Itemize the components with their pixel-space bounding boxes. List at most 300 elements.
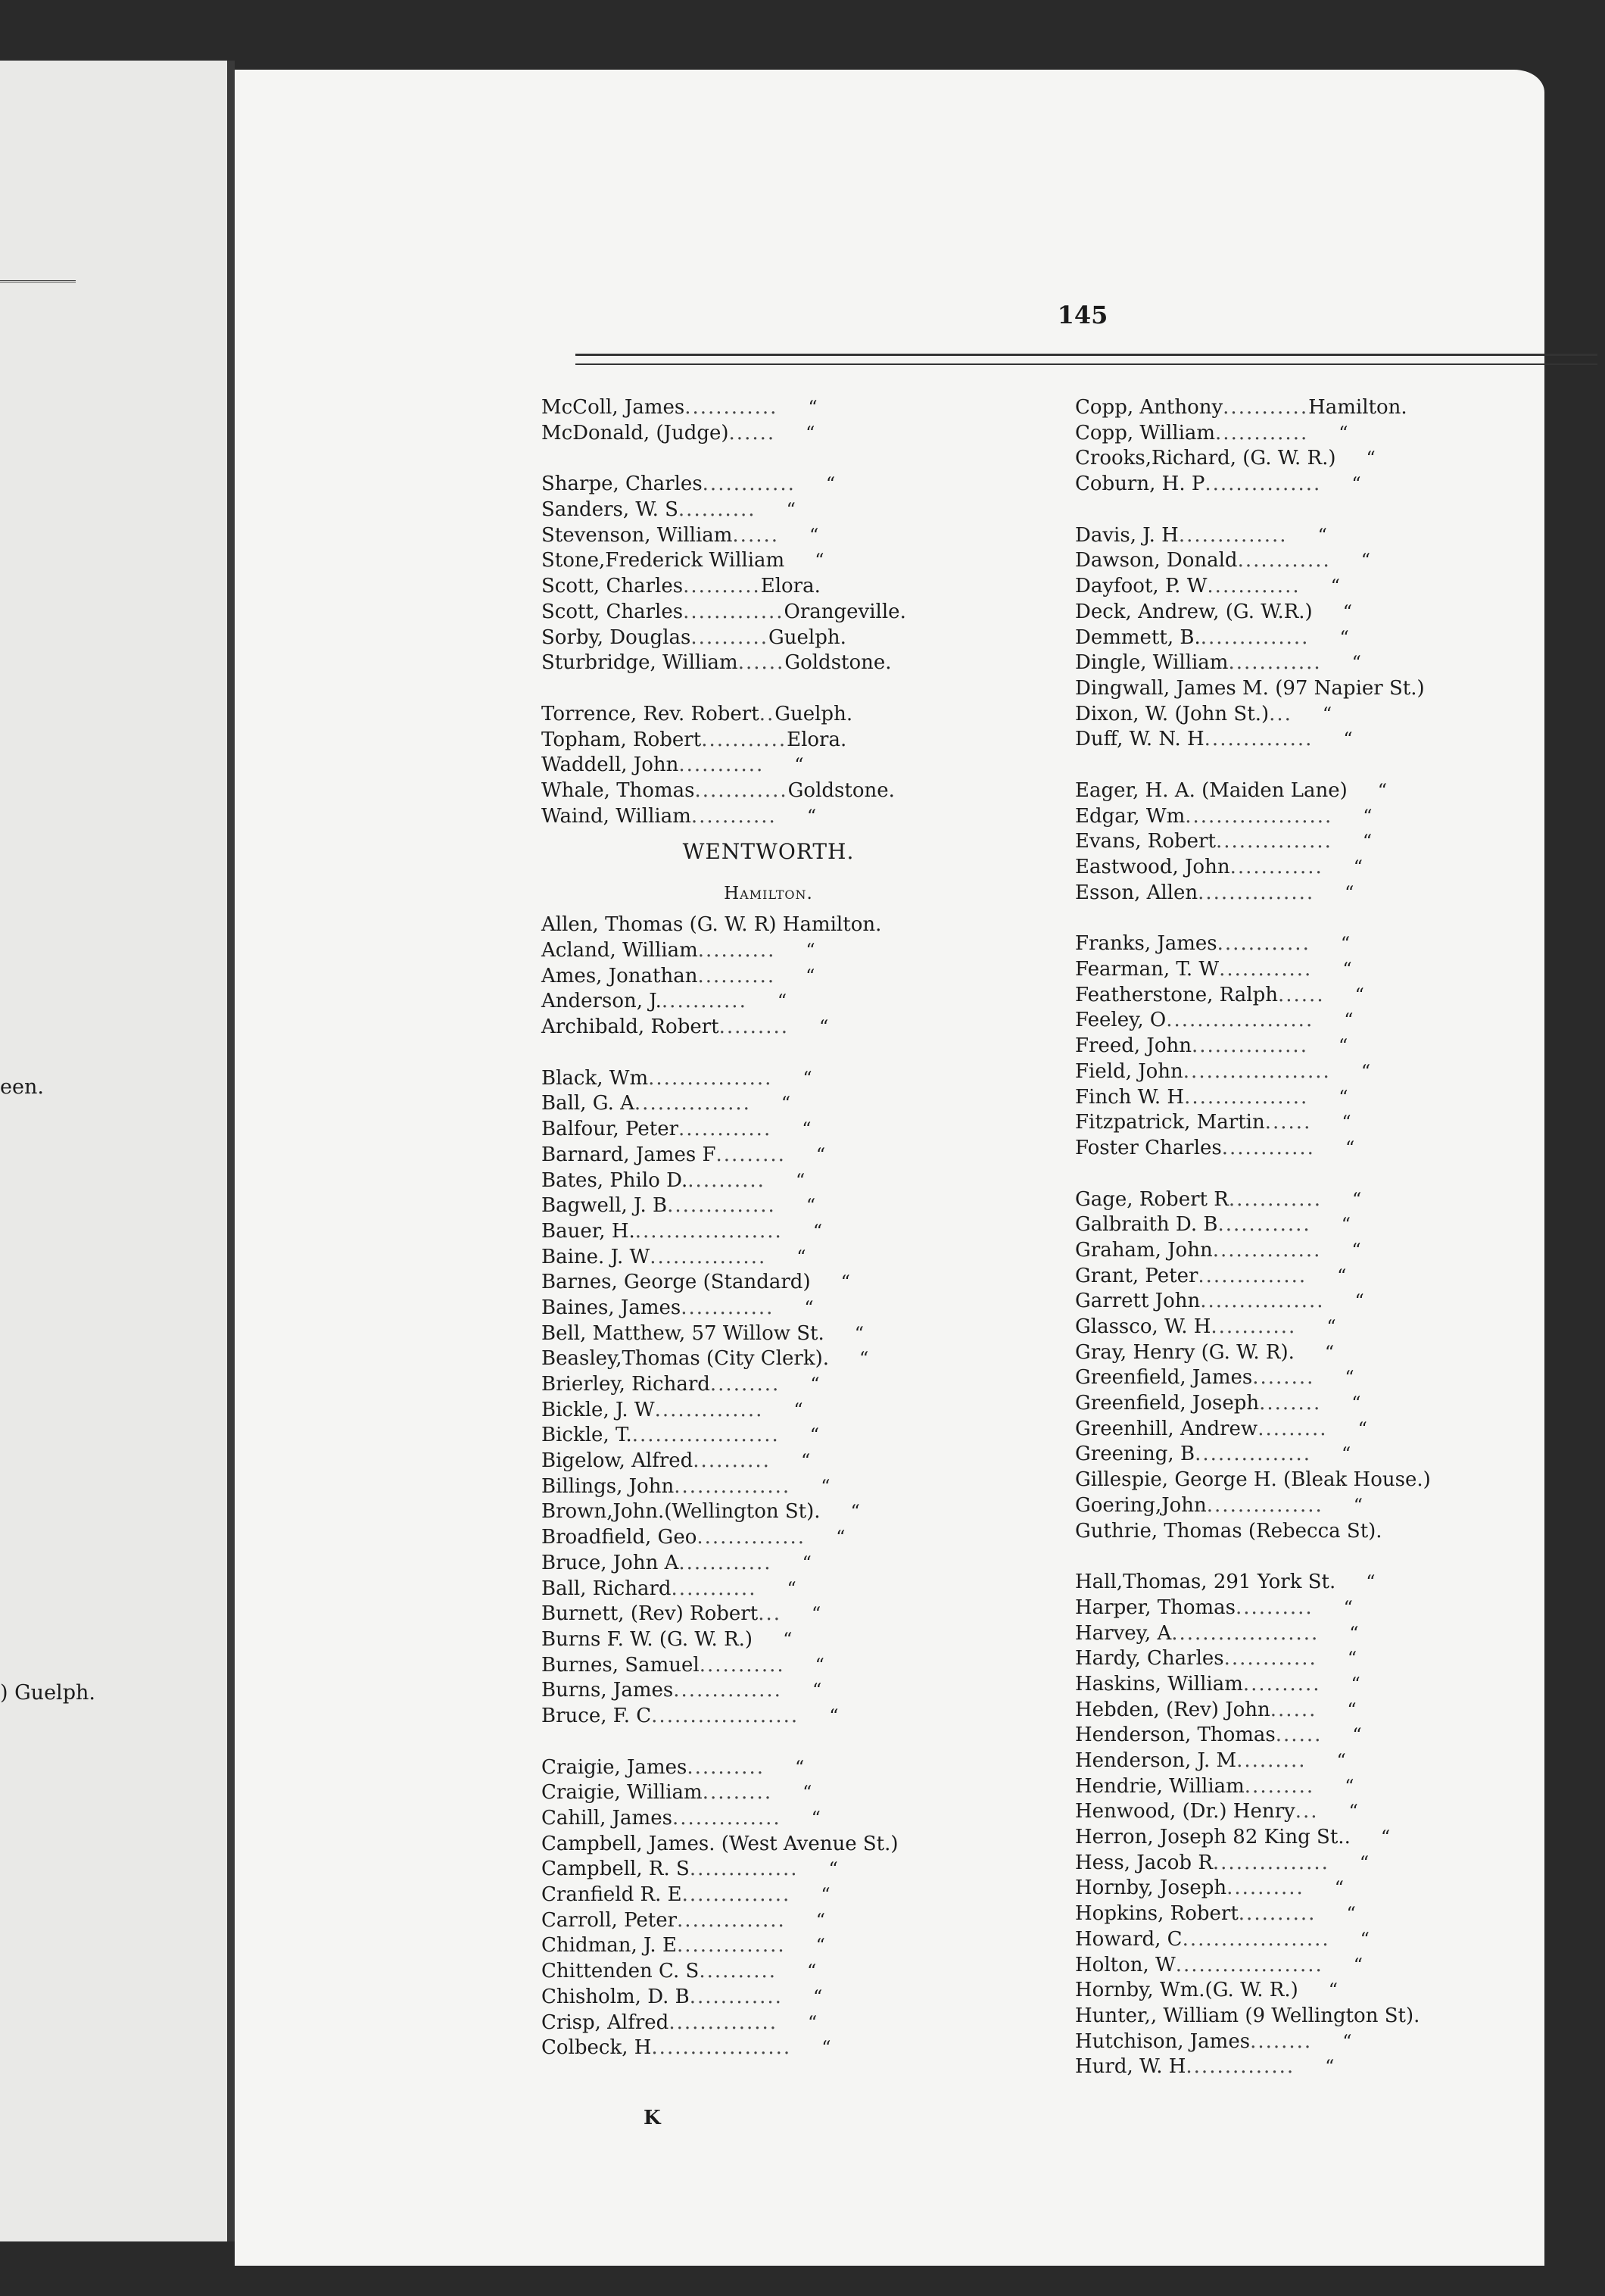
entry-leader-dots: ............... — [1195, 1443, 1312, 1466]
entry-place: Elora. — [760, 575, 821, 598]
entry-name: Craigie, James — [541, 1755, 687, 1779]
entry-name: Duff, W. N. H — [1075, 728, 1205, 751]
entry-name: Eager, H. A. (Maiden Lane) — [1075, 778, 1348, 802]
entry-leader-dots: .............. — [1204, 728, 1314, 751]
entry-ditto-mark: “ — [825, 473, 836, 495]
directory-entry — [541, 1474, 1086, 1500]
entry-name: Greenfield, James — [1075, 1366, 1253, 1390]
entry-leader-dots: ............... — [1215, 830, 1332, 853]
directory-entry — [1075, 1749, 1605, 1774]
entry-name: Bruce, John A — [541, 1551, 679, 1574]
entry-ditto-mark: “ — [1345, 1367, 1354, 1389]
directory-entry — [541, 1832, 1086, 1858]
directory-entry — [541, 1449, 1086, 1474]
entry-gap — [541, 446, 1086, 472]
entry-leader-dots: ............ — [689, 1985, 783, 2008]
entry-name: Barnes, George (Standard) — [541, 1271, 811, 1294]
entry-ditto-mark: “ — [1342, 1443, 1351, 1465]
entry-leader-dots: ................ — [648, 1066, 773, 1090]
directory-entry — [541, 1168, 1086, 1194]
directory-entry — [541, 2036, 1086, 2061]
entry-ditto-mark: “ — [1359, 1851, 1370, 1873]
entry-leader-dots: ........... — [701, 728, 787, 751]
entry-name: Esson, Allen — [1075, 881, 1198, 904]
directory-entry — [1075, 1008, 1605, 1034]
entry-leader-dots: ............ — [1237, 549, 1331, 572]
directory-entry — [1075, 1085, 1605, 1111]
entry-name: Hurd, W. H — [1075, 2055, 1186, 2079]
entry-leader-dots: ................... — [1183, 1059, 1331, 1083]
entry-leader-dots: .............. — [668, 2011, 778, 2034]
entry-name: Fearman, T. W — [1075, 958, 1220, 981]
entry-name: Gray, Henry (G. W. R). — [1075, 1340, 1295, 1364]
entry-name: Scott, Charles — [541, 600, 684, 623]
entry-name: Grant, Peter — [1075, 1264, 1198, 1287]
entry-ditto-mark: “ — [802, 1118, 812, 1140]
page-number: 145 — [1057, 301, 1108, 329]
entry-name: Harvey, A — [1075, 1621, 1172, 1645]
facing-page-rule — [0, 280, 76, 282]
entry-leader-dots: ......... — [718, 1015, 789, 1039]
entry-name: Guthrie, Thomas (Rebecca St). — [1075, 1519, 1382, 1543]
entry-leader-dots: ............ — [1217, 932, 1310, 956]
entry-ditto-mark: “ — [786, 499, 796, 521]
directory-entry — [541, 1985, 1086, 2011]
entry-name: Sharpe, Charles — [541, 473, 703, 496]
header-rule — [575, 354, 1597, 365]
directory-entry — [541, 1678, 1086, 1704]
entry-ditto-mark: “ — [815, 550, 824, 572]
entry-name: Ball, Richard — [541, 1577, 672, 1600]
entry-ditto-mark: “ — [812, 1680, 822, 1702]
directory-entry — [1075, 1953, 1605, 1979]
directory-entry — [1075, 1340, 1605, 1366]
entry-ditto-mark: “ — [840, 1271, 850, 1293]
entry-leader-dots: ............ — [1215, 421, 1309, 445]
directory-entry — [541, 753, 1086, 778]
entry-place: Elora. — [787, 728, 847, 751]
entry-leader-dots: ......... — [1258, 1417, 1328, 1440]
entry-name: Stevenson, William — [541, 523, 733, 547]
entry-ditto-mark: “ — [795, 1169, 806, 1191]
entry-ditto-mark: “ — [836, 1527, 846, 1549]
entry-ditto-mark: “ — [1342, 601, 1352, 622]
entry-name: Sorby, Douglas — [541, 625, 691, 649]
directory-entry — [541, 548, 1086, 574]
directory-entry — [1075, 702, 1605, 728]
entry-name: Waind, William — [541, 804, 691, 828]
entry-leader-dots: ............... — [1212, 1851, 1329, 1874]
entry-name: Franks, James — [1075, 932, 1217, 956]
entry-place: Guelph. — [768, 625, 846, 649]
entry-name: Eastwood, John — [1075, 856, 1230, 878]
directory-entry — [541, 1219, 1086, 1245]
entry-leader-dots: ........ — [1259, 1392, 1322, 1415]
directory-entry — [541, 1780, 1086, 1806]
entry-name: Ames, Jonathan — [541, 964, 698, 987]
entry-name: Haskins, William — [1075, 1672, 1243, 1695]
entry-name: Gage, Robert R — [1075, 1187, 1229, 1211]
entry-leader-dots: ...... — [1264, 1111, 1312, 1134]
entry-ditto-mark: “ — [1353, 1954, 1363, 1976]
entry-ditto-mark: “ — [809, 524, 819, 546]
entry-leader-dots: .......... — [697, 964, 776, 987]
directory-entry — [1075, 1876, 1605, 1901]
entry-leader-dots: ...... — [1270, 1698, 1317, 1721]
entry-ditto-mark: “ — [854, 1322, 865, 1344]
entry-leader-dots: ......... — [1236, 1749, 1307, 1772]
directory-entry — [541, 1321, 1086, 1347]
entry-name: Freed, John — [1075, 1034, 1192, 1058]
entry-leader-dots: ......... — [702, 1781, 773, 1805]
entry-ditto-mark: “ — [829, 1705, 839, 1727]
entry-ditto-mark: “ — [777, 990, 787, 1012]
entry-name: Coburn, H. P — [1075, 473, 1205, 496]
directory-entry — [1075, 1519, 1605, 1545]
entry-ditto-mark: “ — [821, 2037, 831, 2059]
entry-leader-dots: ............ — [678, 1118, 772, 1141]
entry-gap — [1075, 1162, 1605, 1187]
directory-entry — [1075, 1901, 1605, 1927]
entry-ditto-mark: “ — [793, 1399, 803, 1421]
directory-entry — [541, 650, 1086, 676]
entry-name: Scott, Charles — [541, 575, 684, 598]
directory-entry — [541, 804, 1086, 830]
directory-entry — [1075, 1799, 1605, 1825]
entry-name: Greenhill, Andrew — [1075, 1417, 1258, 1440]
entry-ditto-mark: “ — [809, 1424, 820, 1446]
entry-ditto-mark: “ — [815, 1909, 826, 1931]
entry-name: Hebden, (Rev) John — [1075, 1698, 1270, 1721]
entry-leader-dots: ........... — [671, 1577, 757, 1600]
entry-leader-dots: ......... — [709, 1373, 781, 1396]
entry-ditto-mark: “ — [1362, 831, 1373, 853]
entry-ditto-mark: “ — [1341, 1214, 1351, 1236]
entry-place: Orangeville. — [784, 600, 906, 623]
entry-name: Hornby, Wm.(G. W. R.) — [1075, 1979, 1298, 2002]
entry-leader-dots: ...... — [1278, 983, 1325, 1006]
entry-place: Goldstone. — [784, 651, 892, 675]
right-column — [1075, 395, 1605, 2080]
entry-name: Herron, Joseph 82 King St.. — [1075, 1826, 1351, 1849]
directory-entry — [1075, 523, 1605, 549]
entry-ditto-mark: “ — [1330, 576, 1340, 597]
entry-ditto-mark: “ — [1338, 1035, 1348, 1057]
entry-ditto-mark: “ — [1353, 856, 1363, 878]
directory-entry — [1075, 1851, 1605, 1876]
entry-name: Cranfield R. E — [541, 1883, 682, 1907]
entry-name: Bates, Philo D. — [541, 1168, 688, 1192]
entry-ditto-mark: “ — [1377, 779, 1388, 801]
entry-leader-dots: .......... — [690, 625, 769, 649]
directory-entry — [541, 395, 1086, 421]
entry-ditto-mark: “ — [1347, 1699, 1357, 1720]
entry-name: Carroll, Peter — [541, 1908, 678, 1932]
directory-entry — [1075, 1315, 1605, 1340]
directory-entry — [1075, 931, 1605, 957]
entry-ditto-mark: “ — [806, 965, 815, 987]
entry-name: Torrence, Rev. Robert — [541, 702, 759, 725]
entry-name: Goering,John — [1075, 1493, 1207, 1517]
directory-entry — [541, 1806, 1086, 1832]
directory-entry — [1075, 600, 1605, 625]
entry-name: Gillespie, George H. (Bleak House.) — [1075, 1468, 1431, 1492]
entry-name: Burnett, (Rev) Robert — [541, 1602, 759, 1626]
entry-ditto-mark: “ — [1334, 1877, 1345, 1899]
directory-entry — [1075, 983, 1605, 1009]
entry-ditto-mark: “ — [828, 1858, 838, 1880]
entry-name: Feeley, O — [1075, 1009, 1167, 1032]
entry-ditto-mark: “ — [807, 1961, 817, 1982]
entry-name: Black, Wm — [541, 1066, 649, 1090]
entry-name: Glassco, W. H — [1075, 1315, 1211, 1338]
entry-leader-dots: ............... — [634, 1092, 751, 1115]
directory-entry — [541, 1015, 1086, 1040]
entry-name: Bruce, F. C — [541, 1704, 652, 1727]
entry-ditto-mark: “ — [850, 1501, 860, 1523]
entry-gap — [541, 1730, 1086, 1755]
directory-entry — [541, 938, 1086, 964]
entry-ditto-mark: “ — [1339, 422, 1348, 444]
directory-entry — [1075, 1059, 1605, 1085]
directory-entry — [541, 964, 1086, 990]
directory-entry — [1075, 1646, 1605, 1672]
directory-entry — [1075, 1365, 1605, 1391]
entry-ditto-mark: “ — [802, 1552, 812, 1574]
entry-leader-dots: ................... — [1175, 1953, 1323, 1976]
entry-name: Henderson, Thomas — [1075, 1724, 1276, 1747]
entry-name: Demmett, B. — [1075, 625, 1201, 649]
directory-entry — [541, 1270, 1086, 1296]
entry-name: Holton, W — [1075, 1953, 1176, 1976]
entry-ditto-mark: “ — [800, 1450, 811, 1472]
directory-entry — [1075, 625, 1605, 651]
entry-leader-dots: .............. — [697, 1526, 806, 1549]
entry-name: Garrett John — [1075, 1290, 1201, 1313]
directory-entry — [541, 523, 1086, 549]
entry-name: Hall,Thomas, 291 York St. — [1075, 1571, 1336, 1594]
entry-place: Goldstone. — [787, 778, 895, 802]
facing-page-fragment: een. — [0, 1075, 44, 1099]
entry-leader-dots: .......... — [1235, 1596, 1314, 1619]
entry-ditto-mark: “ — [1351, 652, 1361, 674]
entry-ditto-mark: “ — [1352, 1188, 1362, 1210]
entry-name: Greening, B — [1075, 1443, 1195, 1466]
entry-name: Burns, James — [541, 1679, 674, 1702]
entry-ditto-mark: “ — [815, 1935, 825, 1957]
entry-ditto-mark: “ — [815, 1654, 824, 1676]
entry-name: Broadfield, Geo — [541, 1526, 697, 1549]
directory-entry — [541, 1959, 1086, 1985]
entry-ditto-mark: “ — [1353, 1494, 1363, 1516]
directory-entry — [1075, 446, 1605, 472]
entry-leader-dots: ............ — [1207, 575, 1301, 598]
entry-name: Chidman, J. E — [541, 1934, 677, 1958]
entry-name: Hunter,, William (9 Wellington St). — [1075, 2004, 1420, 2027]
directory-entry — [541, 702, 1086, 728]
directory-entry — [541, 1577, 1086, 1602]
directory-entry — [541, 1602, 1086, 1627]
directory-entry — [541, 989, 1086, 1015]
entry-name: Whale, Thomas — [541, 778, 695, 802]
directory-entry — [1075, 727, 1605, 753]
entry-gap — [1075, 906, 1605, 931]
entry-ditto-mark: “ — [1357, 1418, 1367, 1440]
directory-entry — [541, 1933, 1086, 1959]
entry-gap — [541, 1040, 1086, 1066]
directory-entry — [541, 625, 1086, 651]
entry-ditto-mark: “ — [1337, 1265, 1347, 1287]
entry-leader-dots: ........... — [661, 990, 747, 1013]
entry-ditto-mark: “ — [1360, 1928, 1370, 1950]
directory-entry — [541, 421, 1086, 447]
entry-ditto-mark: “ — [783, 1628, 793, 1650]
facing-page-edge — [0, 61, 227, 2241]
entry-ditto-mark: “ — [806, 1195, 816, 1217]
directory-entry — [1075, 1468, 1605, 1493]
entry-leader-dots: ................... — [1182, 1927, 1330, 1951]
entry-ditto-mark: “ — [1345, 1775, 1354, 1797]
entry-ditto-mark: “ — [1336, 1750, 1346, 1771]
directory-entry — [541, 912, 1086, 938]
entry-leader-dots: ................... — [631, 1424, 780, 1447]
entry-place: Hamilton. — [1308, 396, 1407, 419]
entry-leader-dots: ........... — [678, 753, 765, 777]
entry-gap — [541, 676, 1086, 702]
entry-leader-dots: ............ — [681, 1296, 774, 1319]
entry-ditto-mark: “ — [1351, 1673, 1360, 1695]
entry-ditto-mark: “ — [1354, 984, 1364, 1006]
entry-leader-dots: ................... — [1166, 1009, 1314, 1032]
entry-name: Hardy, Charles — [1075, 1647, 1224, 1671]
entry-ditto-mark: “ — [812, 1220, 823, 1242]
entry-leader-dots: ... — [758, 1602, 781, 1626]
entry-leader-dots: ...... — [728, 421, 776, 445]
entry-leader-dots: .............. — [1212, 1238, 1322, 1262]
entry-leader-dots: ............ — [1229, 856, 1323, 878]
entry-ditto-mark: “ — [821, 1884, 831, 1906]
entry-name: Crooks,Richard, (G. W. R.) — [1075, 447, 1336, 470]
entry-name: Sturbridge, William — [541, 651, 738, 675]
directory-entry — [1075, 1570, 1605, 1596]
entry-name: Anderson, J. — [541, 990, 662, 1013]
directory-entry — [1075, 1596, 1605, 1621]
directory-entry — [541, 1296, 1086, 1321]
entry-leader-dots: .. — [759, 702, 775, 725]
entry-name: Bickle, J. W — [541, 1398, 655, 1421]
entry-name: Craigie, William — [541, 1781, 703, 1805]
entry-name: McDonald, (Judge) — [541, 421, 729, 445]
entry-ditto-mark: “ — [1342, 1112, 1351, 1134]
entry-ditto-mark: “ — [808, 2011, 818, 2033]
entry-ditto-mark: “ — [1360, 550, 1371, 572]
entry-name: Dingwall, James M. (97 Napier St.) — [1075, 676, 1425, 700]
entry-gap — [1075, 498, 1605, 523]
directory-entry — [541, 778, 1086, 804]
entry-ditto-mark: “ — [1363, 805, 1373, 827]
entry-ditto-mark: “ — [804, 1296, 814, 1318]
directory-entry — [541, 1066, 1086, 1092]
directory-entry — [541, 600, 1086, 625]
entry-ditto-mark: “ — [1342, 2030, 1352, 2052]
entry-leader-dots: .......... — [697, 939, 776, 962]
directory-entry — [1075, 1774, 1605, 1800]
entry-name: Balfour, Peter — [541, 1118, 679, 1141]
entry-ditto-mark: “ — [1340, 933, 1351, 955]
directory-entry — [541, 574, 1086, 600]
directory-entry — [1075, 650, 1605, 676]
directory-entry — [1075, 1136, 1605, 1162]
entry-ditto-mark: “ — [808, 397, 818, 418]
entry-ditto-mark: “ — [811, 1603, 821, 1625]
entry-name: Galbraith D. B — [1075, 1213, 1218, 1237]
directory-entry — [1075, 2054, 1605, 2080]
entry-name: Graham, John — [1075, 1238, 1213, 1262]
entry-name: Stone,Frederick William — [541, 549, 785, 572]
entry-ditto-mark: “ — [810, 1374, 820, 1395]
entry-ditto-mark: “ — [806, 422, 815, 444]
entry-leader-dots: .......... — [1226, 1876, 1304, 1900]
directory-page — [235, 70, 1544, 2266]
entry-leader-dots: .............. — [1198, 1264, 1307, 1287]
directory-entry — [541, 1627, 1086, 1653]
entry-ditto-mark: “ — [815, 1143, 826, 1165]
entry-name: Bagwell, J. B — [541, 1194, 668, 1218]
directory-entry — [541, 728, 1086, 753]
entry-name: Hendrie, William — [1075, 1774, 1245, 1798]
directory-entry — [541, 1755, 1086, 1781]
entry-name: Topham, Robert — [541, 728, 702, 751]
entry-name: Ball, G. A — [541, 1092, 634, 1115]
entry-ditto-mark: “ — [806, 805, 817, 827]
entry-ditto-mark: “ — [1366, 1571, 1376, 1593]
entry-name: Henderson, J. M — [1075, 1749, 1237, 1772]
entry-name: Burnes, Samuel — [541, 1653, 700, 1677]
left-column — [541, 395, 1086, 2061]
entry-ditto-mark: “ — [1328, 1979, 1339, 2001]
directory-entry — [1075, 395, 1605, 421]
entry-leader-dots: .......... — [687, 1168, 765, 1192]
entry-ditto-mark: “ — [1360, 1060, 1371, 1082]
directory-entry — [541, 1883, 1086, 1908]
entry-ditto-mark: “ — [794, 754, 804, 776]
entry-place: Guelph. — [774, 702, 853, 725]
entry-leader-dots: ............ — [684, 396, 778, 419]
entry-ditto-mark: “ — [1351, 1239, 1361, 1261]
entry-name: Billings, John — [541, 1474, 675, 1498]
directory-entry — [541, 1908, 1086, 1934]
county-heading: WENTWORTH. — [682, 839, 855, 865]
entry-ditto-mark: “ — [1349, 1622, 1359, 1644]
entry-name: Bauer, H. — [541, 1219, 635, 1243]
directory-entry — [1075, 1978, 1605, 2004]
directory-entry — [1075, 472, 1605, 498]
entry-leader-dots: .............. — [672, 1807, 781, 1830]
directory-entry — [541, 2011, 1086, 2036]
entry-ditto-mark: “ — [1317, 524, 1327, 546]
entry-leader-dots: ......... — [1244, 1774, 1315, 1798]
entry-leader-dots: .............. — [681, 1883, 791, 1907]
entry-name: Dixon, W. (John St.) — [1075, 702, 1270, 725]
entry-name: Sanders, W. S — [541, 498, 678, 522]
entry-ditto-mark: “ — [1345, 881, 1354, 903]
entry-name: Beasley,Thomas (City Clerk). — [541, 1347, 829, 1371]
facing-page-fragment: ) Guelph. — [0, 1681, 95, 1705]
entry-leader-dots: ............ — [702, 473, 796, 496]
directory-entry — [1075, 1698, 1605, 1724]
town-heading: Hamilton. — [724, 884, 813, 904]
directory-entry — [1075, 2004, 1605, 2029]
